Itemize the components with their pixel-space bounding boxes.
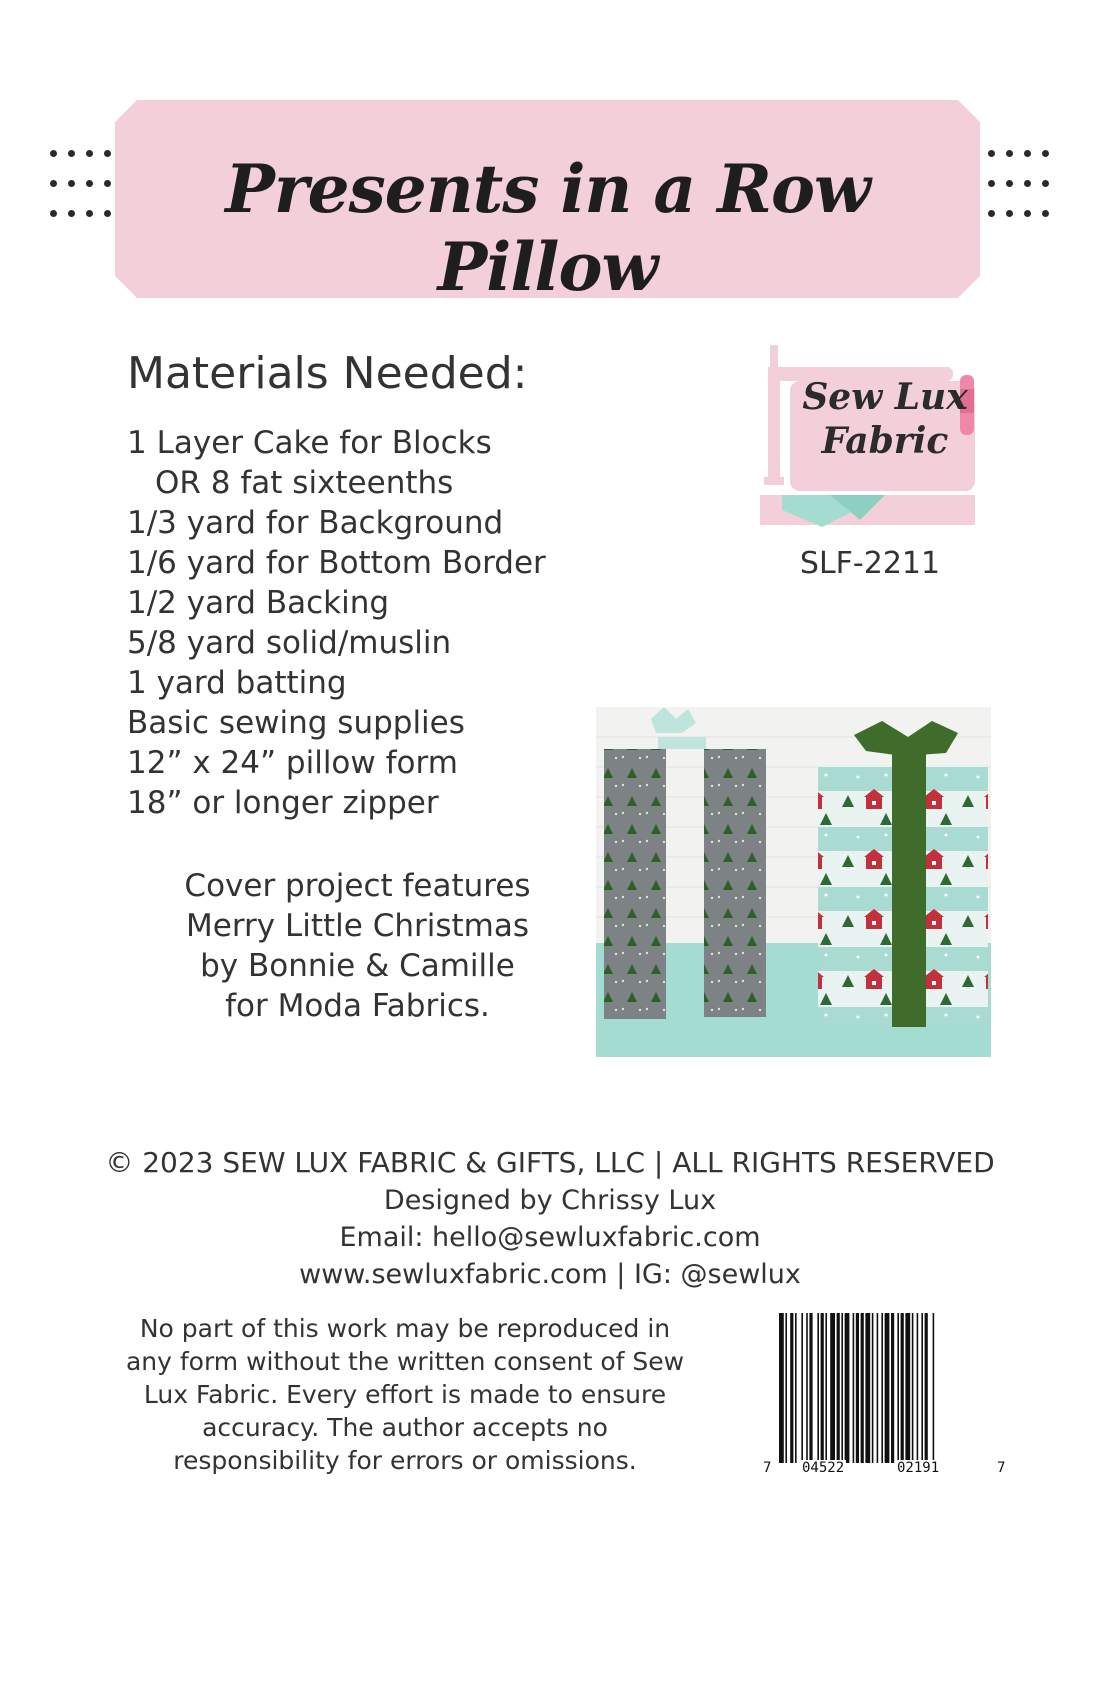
materials-item: Basic sewing supplies	[127, 705, 465, 741]
materials-item: 1 yard batting	[127, 665, 347, 701]
materials-heading: Materials Needed:	[127, 348, 528, 399]
barcode-digits-right: 02191	[897, 1460, 940, 1476]
barcode-digits-left: 04522	[802, 1460, 845, 1476]
disclaimer-line: any form without the written consent of Sew	[125, 1347, 685, 1376]
barcode-icon	[775, 1313, 990, 1483]
barcode-digit-last: 7	[997, 1460, 1006, 1476]
dot-grid-left	[50, 150, 112, 218]
disclaimer-line: responsibility for errors or omissions.	[173, 1446, 637, 1475]
pattern-code: SLF-2211	[799, 546, 941, 581]
footer-credits	[40, 1144, 1060, 1293]
disclaimer-line: accuracy. The author accepts no	[202, 1413, 608, 1442]
cover-line: for Moda Fabrics.	[225, 988, 490, 1024]
materials-item: 1/6 yard for Bottom Border	[127, 545, 546, 581]
designer-line: Designed by Chrissy Lux	[383, 1185, 717, 1216]
materials-item: 1/2 yard Backing	[127, 585, 390, 621]
disclaimer-line: No part of this work may be reproduced in	[139, 1314, 671, 1343]
cover-line: Cover project features	[184, 868, 531, 904]
web-line: www.sewluxfabric.com | IG: @sewlux	[299, 1259, 801, 1290]
materials-item: 12” x 24” pillow form	[127, 745, 458, 781]
dot-grid-right	[988, 150, 1050, 218]
materials-item: 1/3 yard for Background	[127, 505, 504, 541]
logo-line: Fabric	[821, 420, 949, 462]
copyright-line: © 2023 SEW LUX FABRIC & GIFTS, LLC | ALL RIGHTS RESERVED	[105, 1146, 995, 1179]
materials-item: 1 Layer Cake for Blocks	[127, 425, 492, 461]
cover-line: Merry Little Christmas	[186, 908, 529, 944]
materials-item: OR 8 fat sixteenths	[155, 465, 454, 501]
email-line: Email: hello@sewluxfabric.com	[339, 1222, 761, 1253]
cover-line: by Bonnie & Camille	[200, 948, 515, 984]
materials-item: 18” or longer zipper	[127, 785, 439, 821]
logo-wordmark	[800, 375, 970, 463]
materials-list	[127, 423, 546, 823]
logo-line: Sew Lux	[802, 376, 968, 418]
barcode-digit-first: 7	[763, 1460, 772, 1476]
materials-item: 5/8 yard solid/muslin	[127, 625, 452, 661]
page-title: Presents in a Row Pillow	[225, 150, 870, 306]
pillow-photo	[596, 707, 991, 1057]
disclaimer-line: Lux Fabric. Every effort is made to ensure	[143, 1380, 667, 1409]
disclaimer	[105, 1312, 705, 1477]
cover-project-note	[150, 866, 565, 1026]
